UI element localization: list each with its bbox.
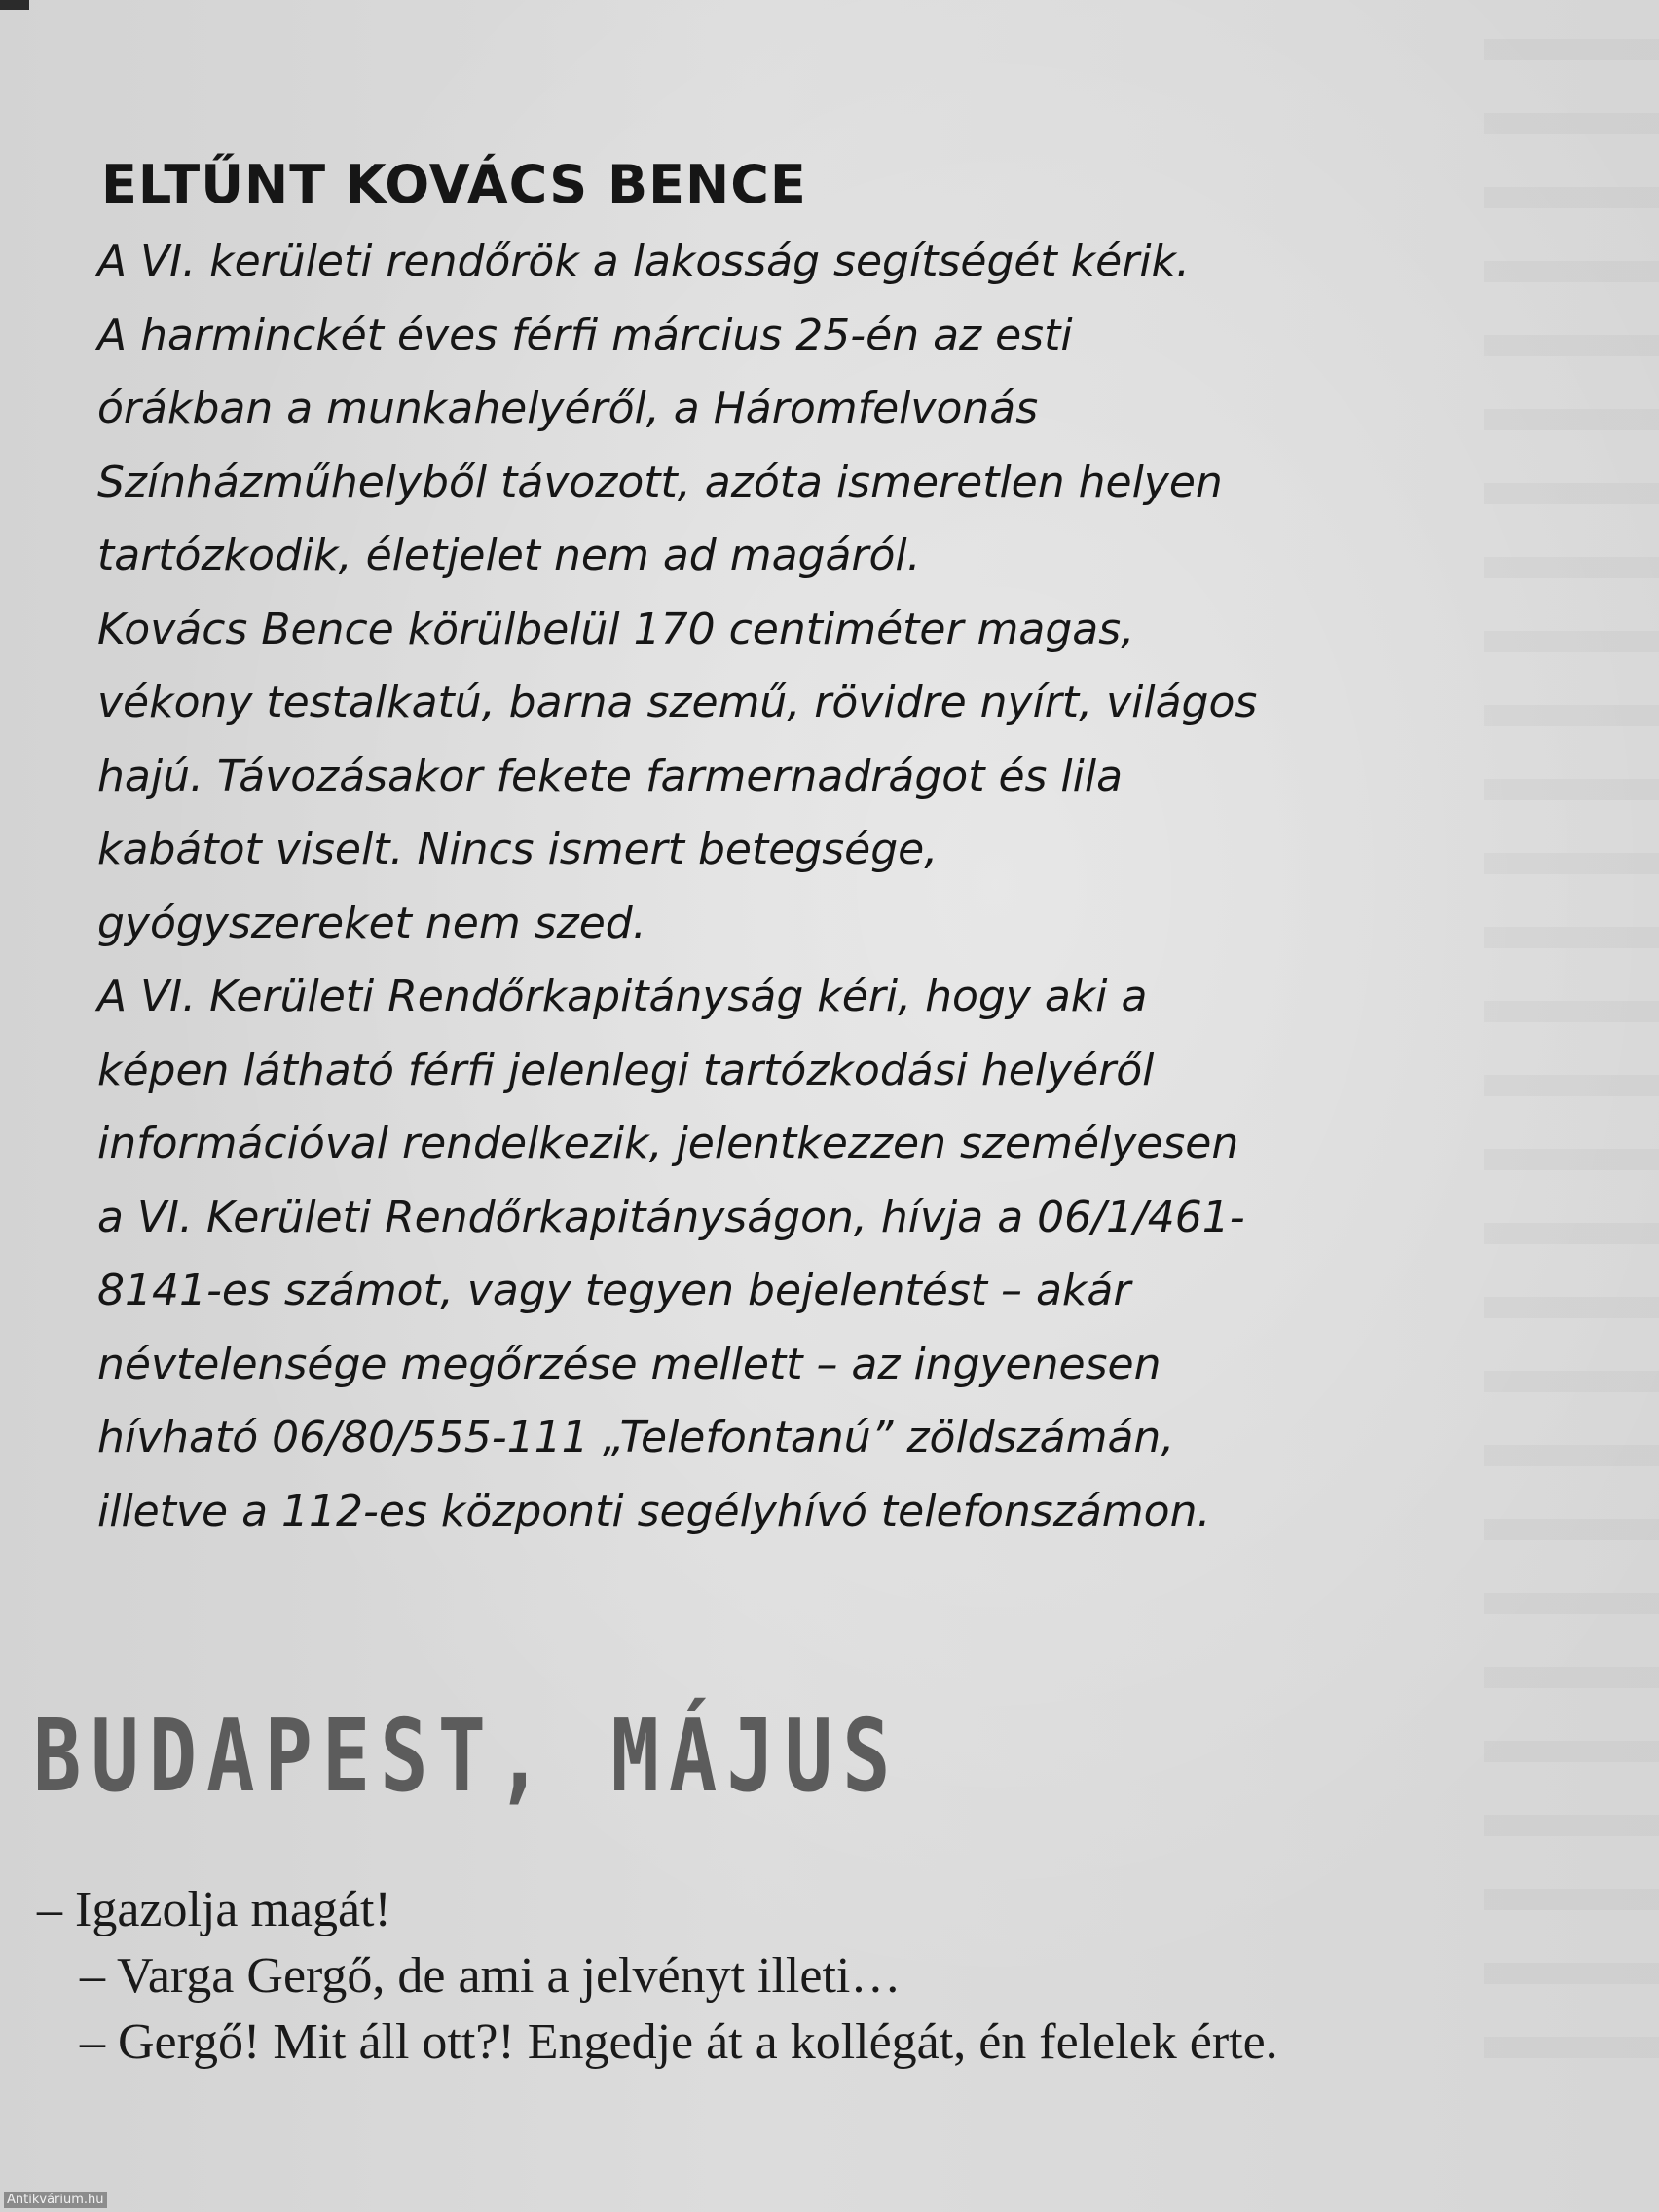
notice-line: A harminckét éves férfi március 25-én az esti (97, 310, 1073, 360)
notice-line: A VI. Kerületi Rendőrkapitányság kéri, hogy aki a (97, 972, 1148, 1022)
dialogue-line: – Igazolja magát! (37, 1882, 391, 1937)
chapter-heading: BUDAPEST, MÁJUS (33, 1699, 901, 1815)
site-watermark: Antikvárium.hu (4, 2192, 107, 2208)
page-edge-mark (0, 0, 29, 10)
bleed-through-texture (1484, 39, 1659, 2083)
notice-title: ELTŰNT KOVÁCS BENCE (101, 154, 807, 215)
notice-line: gyógyszereket nem szed. (97, 898, 646, 948)
notice-line: vékony testalkatú, barna szemű, rövidre nyírt, világos (97, 678, 1258, 728)
notice-line: Színházműhelyből távozott, azóta ismeretlen helyen (97, 457, 1223, 507)
dialogue-block (37, 1877, 1595, 2076)
notice-line: 8141-es számot, vagy tegyen bejelentést – akár (97, 1266, 1131, 1316)
notice-line: tartózkodik, életjelet nem ad magáról. (97, 531, 921, 581)
notice-line: órákban a munkahelyéről, a Háromfelvonás (97, 384, 1039, 434)
notice-line: információval rendelkezik, jelentkezzen személyesen (97, 1119, 1239, 1169)
notice-line: hívható 06/80/555-111 „Telefontanú” zöldszámán, (97, 1413, 1175, 1463)
notice-line: Kovács Bence körülbelül 170 centiméter magas, (97, 604, 1135, 654)
notice-line: kabátot viselt. Nincs ismert betegsége, (97, 825, 939, 875)
notice-line: illetve a 112-es központi segélyhívó telefonszámon. (97, 1486, 1211, 1536)
notice-line: a VI. Kerületi Rendőrkapitányságon, hívja a 06/1/461- (97, 1192, 1245, 1242)
dialogue-line: – Gergő! Mit áll ott?! Engedje át a kollégát, én felelek érte. (80, 2014, 1278, 2070)
notice-line: névtelensége megőrzése mellett – az ingyenesen (97, 1339, 1161, 1389)
missing-person-notice (97, 156, 1480, 1548)
notice-line: képen látható férfi jelenlegi tartózkodási helyéről (97, 1045, 1155, 1095)
dialogue-line: – Varga Gergő, de ami a jelvényt illeti… (80, 1948, 902, 2004)
notice-line: hajú. Távozásakor fekete farmernadrágot és lila (97, 751, 1124, 801)
notice-line: A VI. kerületi rendőrök a lakosság segítségét kérik. (97, 237, 1191, 287)
